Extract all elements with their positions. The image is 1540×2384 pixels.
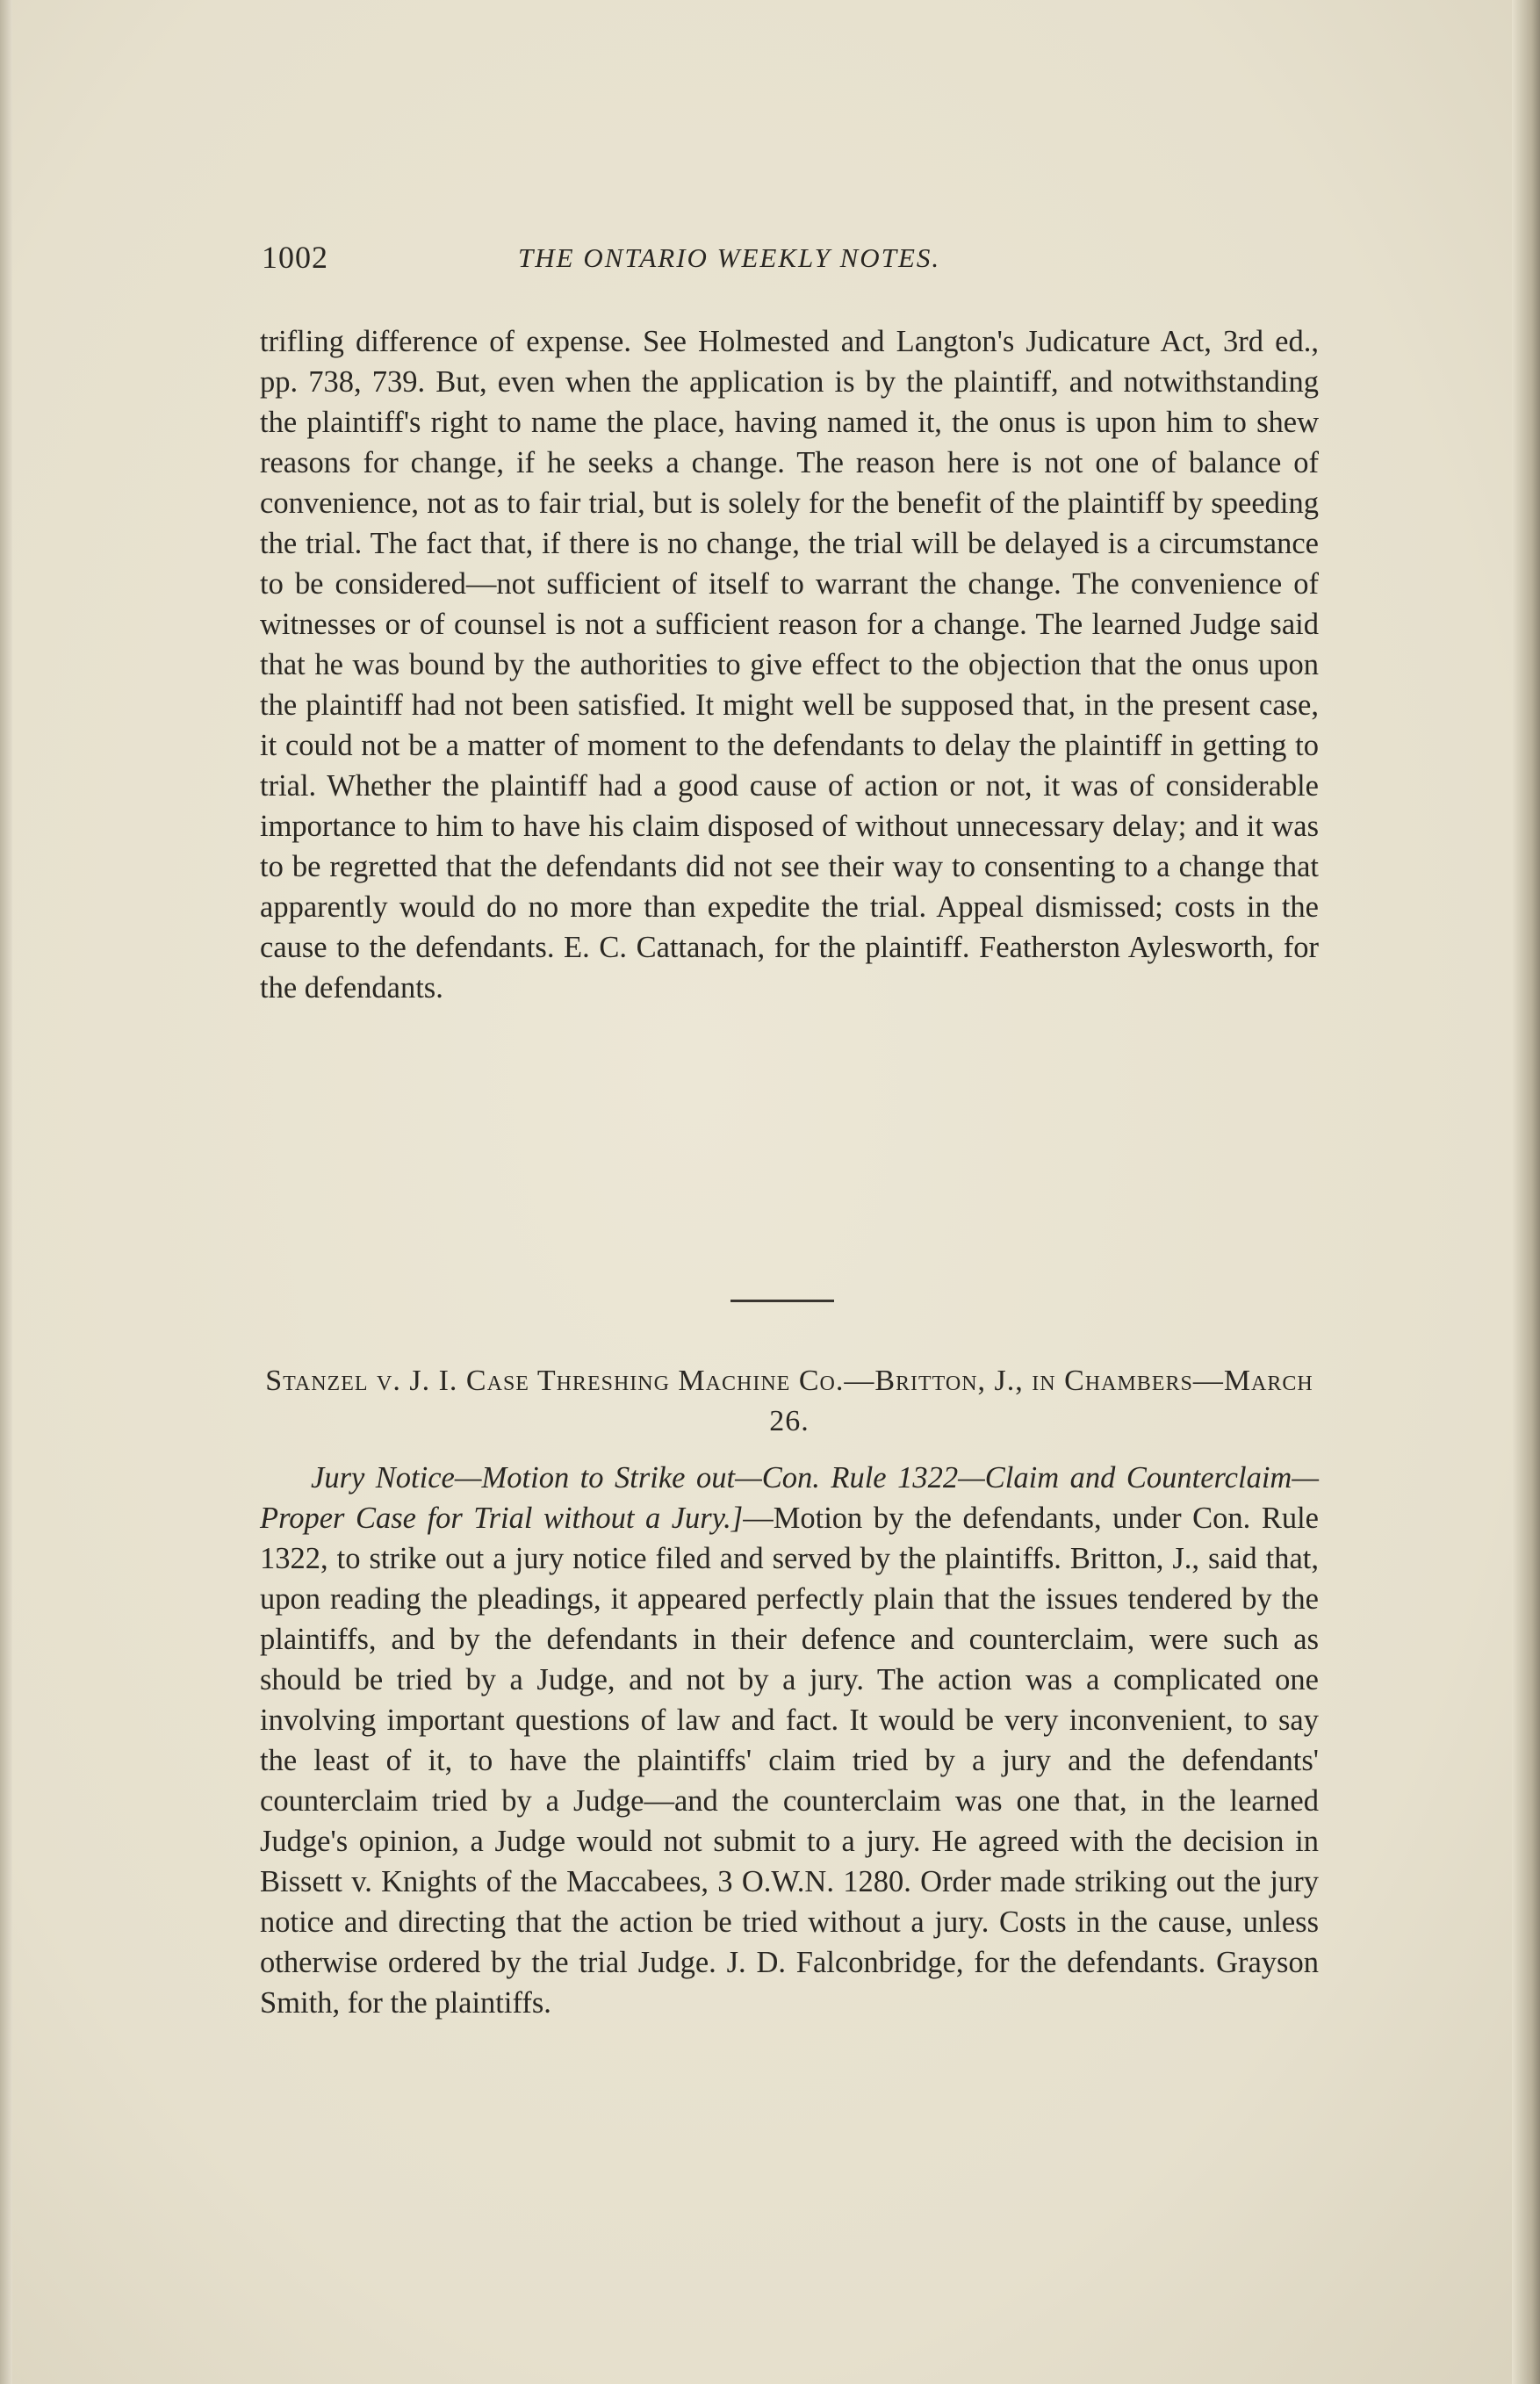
page-header — [262, 239, 1315, 283]
section-divider — [730, 1300, 834, 1302]
running-title: THE ONTARIO WEEKLY NOTES. — [518, 242, 941, 273]
page-left-edge — [0, 0, 12, 2384]
page-right-edge — [1512, 0, 1540, 2384]
page-number: 1002 — [262, 240, 328, 275]
case-body: —Motion by the defendants, under Con. Rule 1322, to strike out a jury notice filed and served by the plaintiffs. Britton, J., said that, upon reading the pleadings, it appeared perfectly plain that the issues tendered by the plaintiffs, and by the defendants in their defence and counterclaim, were such as should be tried by a Judge, and not by a jury. The action was a complicated one involving important questions of law and fact. It would be very inconvenient, to say the least of it, to have the plaintiffs' claim tried by a jury and the defendants' counterclaim tried by a Judge—and the counterclaim was one that, in the learned Judge's opinion, a Judge would not submit to a jury. He agreed with the decision in Bissett v. Knights of the Maccabees, 3 O.W.N. 1280. Order made striking out the jury notice and directing that the action be tried without a jury. Costs in the cause, unless otherwise ordered by the trial Judge. J. D. Falconbridge, for the defendants. Grayson Smith, for the plaintiffs. — [260, 1502, 1319, 2020]
case-paragraph — [260, 1458, 1319, 2023]
continued-paragraph: trifling difference of expense. See Holmested and Langton's Judicature Act, 3rd ed., pp. 738, 739. But, even when the application is by the plaintiff, and notwithstanding the plaintiff's right to name the place, having named it, the onus is upon him to shew reasons for change, if he seeks a change. The reason here is not one of balance of convenience, not as to fair trial, but is solely for the benefit of the plaintiff by speeding the trial. The fact that, if there is no change, the trial will be delayed is a circumstance to be considered—not sufficient of itself to warrant the change. The convenience of witnesses or of counsel is not a sufficient reason for a change. The learned Judge said that he was bound by the authorities to give effect to the objection that the onus upon the plaintiff had not been satisfied. It might well be supposed that, in the present case, it could not be a matter of moment to the defendants to delay the plaintiff in getting to trial. Whether the plaintiff had a good cause of action or not, it was of considerable importance to him to have his claim disposed of without unnecessary delay; and it was to be regretted that the defendants did not see their way to consenting to a change that apparently would do no more than expedite the trial. Appeal dismissed; costs in the cause to the defendants. E. C. Cattanach, for the plaintiff. Featherston Aylesworth, for the defendants. — [260, 325, 1319, 1005]
case-heading: Stanzel v. J. I. Case Threshing Machine Co.—Britton, J., in Chambers—March 26. — [265, 1365, 1313, 1437]
case-headnote: Jury Notice—Motion to Strike out—Con. Rule 1322—Claim and Counterclaim—Proper Case for Trial without a Jury.] — [260, 1461, 1319, 1535]
